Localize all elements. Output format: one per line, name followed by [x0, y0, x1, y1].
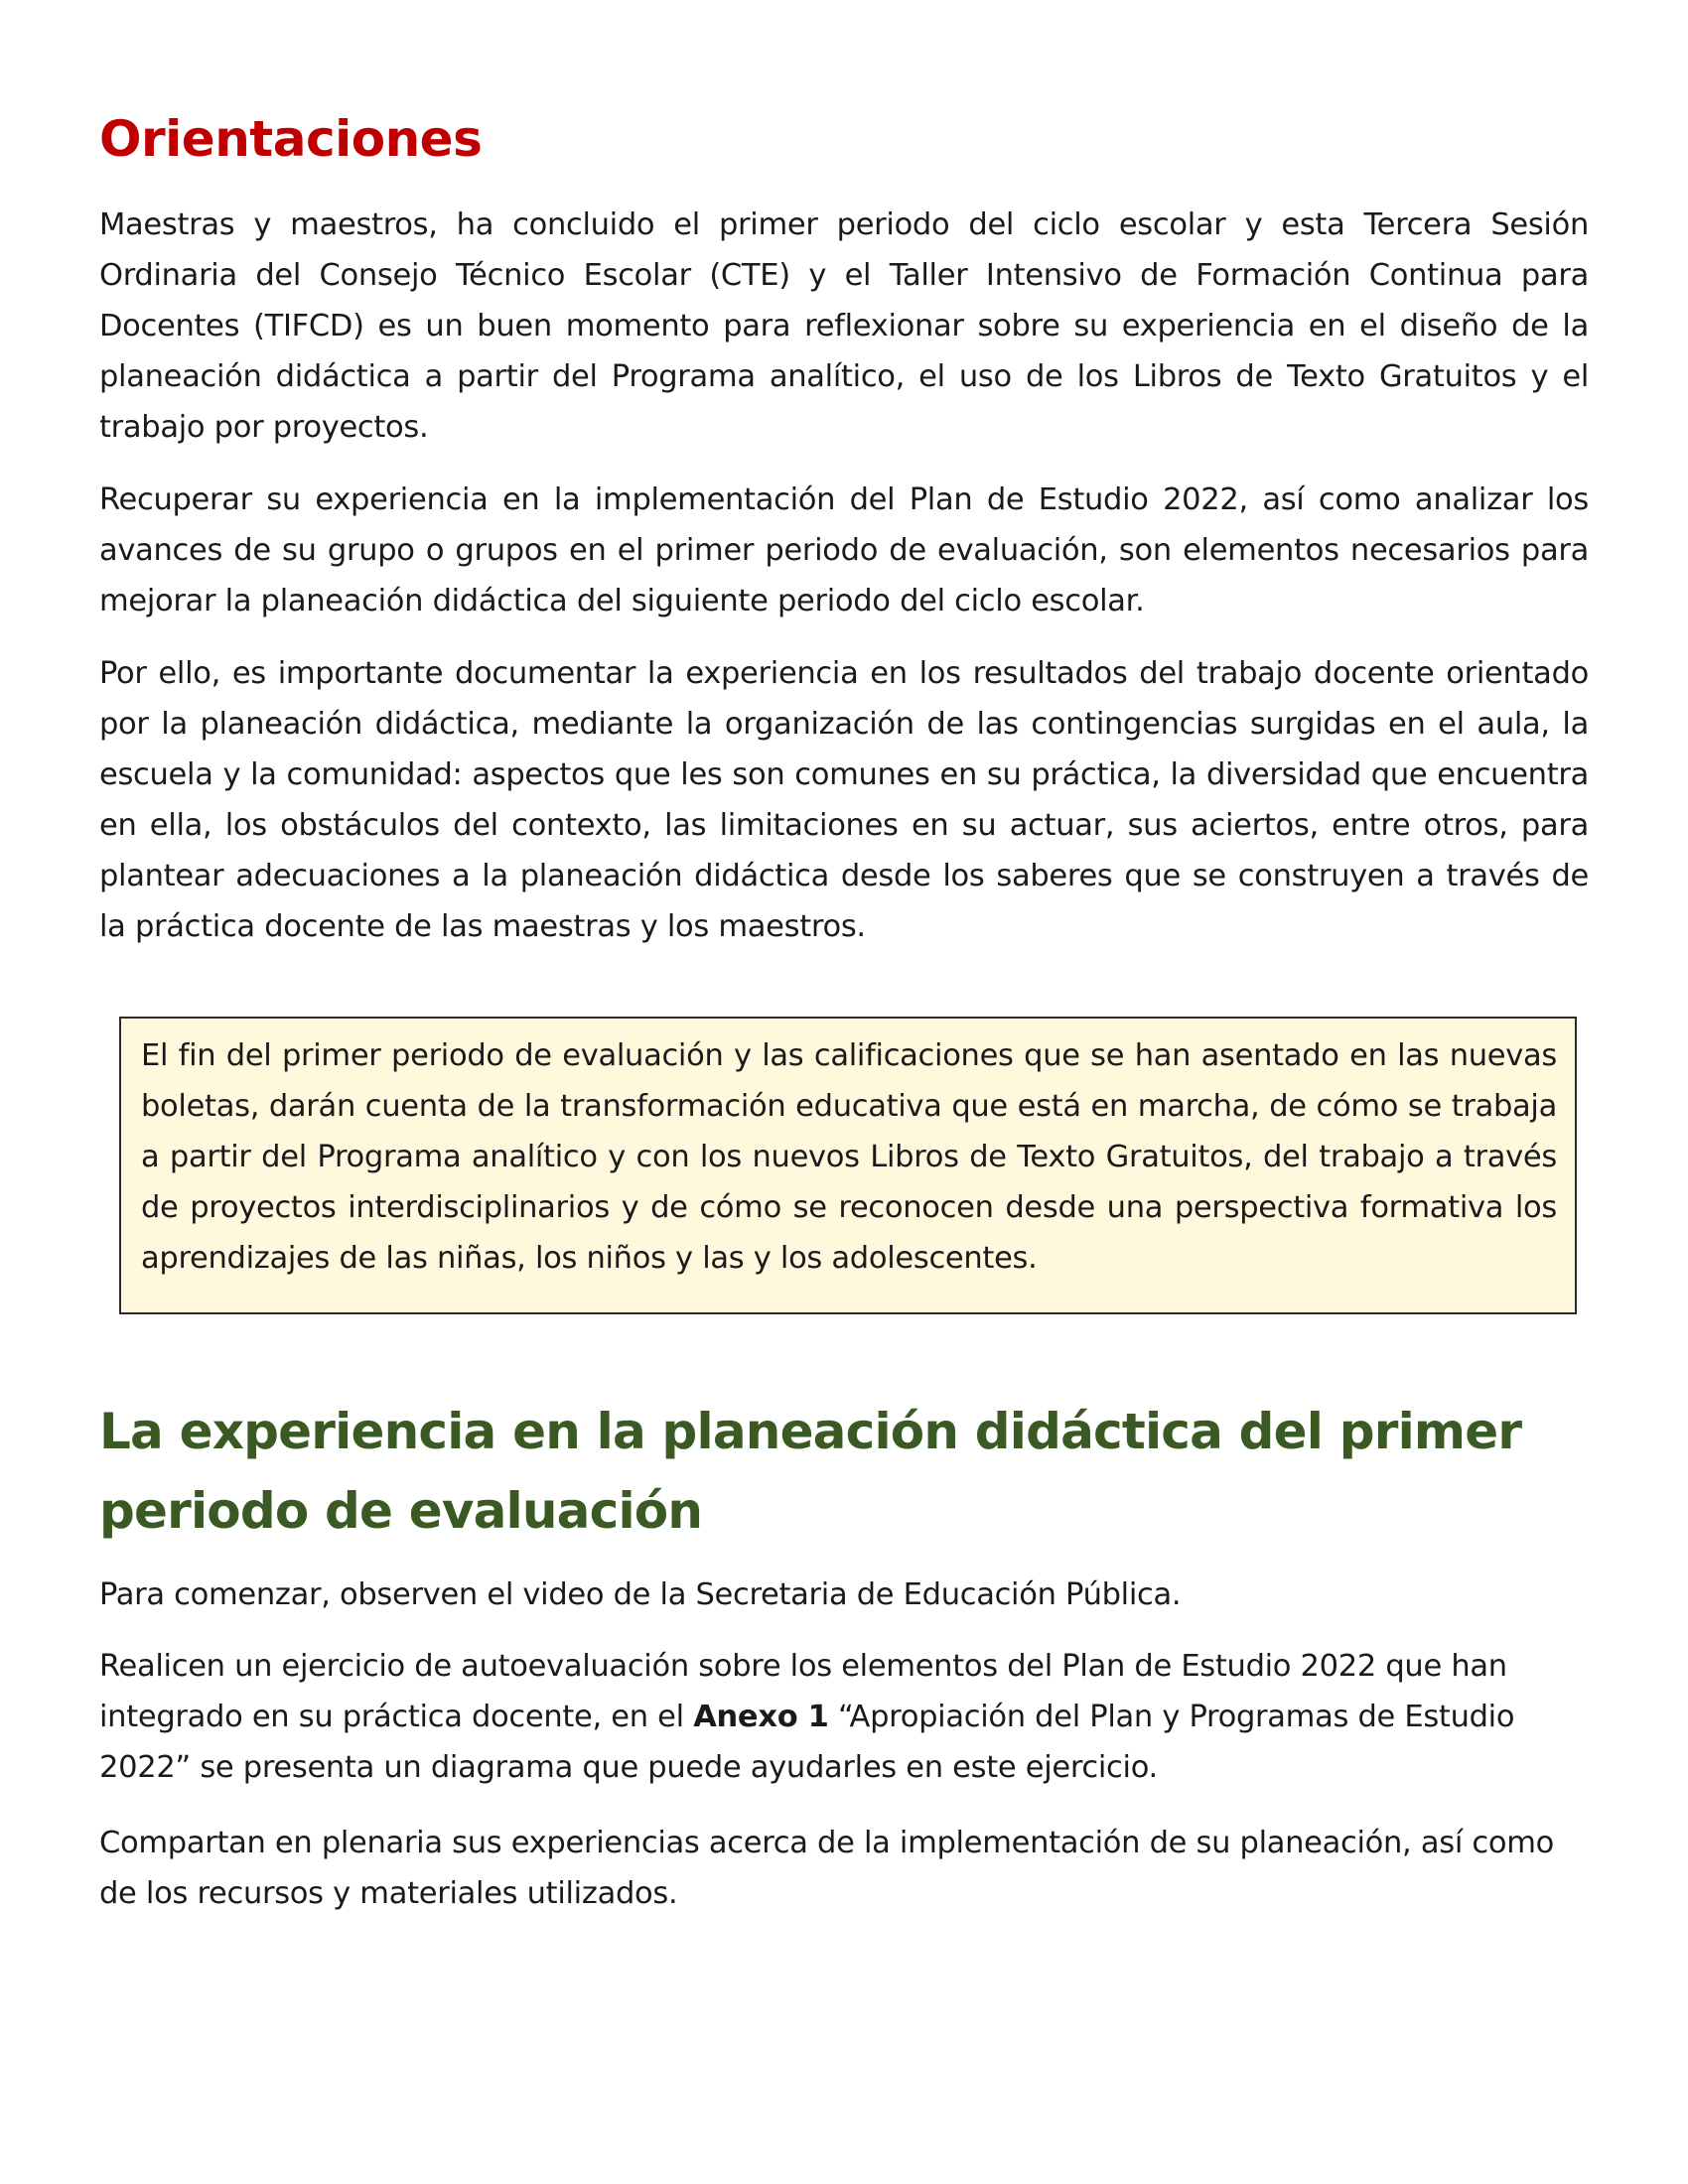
section-title-orientaciones: Orientaciones	[99, 110, 483, 168]
paragraph-plenaria: Compartan en plenaria sus experiencias acerca de la implementación de su planeación, así como de los recursos y materiales utilizados.	[99, 1826, 1554, 1911]
anexo-reference: Anexo 1	[693, 1700, 829, 1734]
paragraph-video: Para comenzar, observen el video de la Secretaria de Educación Pública.	[99, 1577, 1182, 1612]
autoevaluacion-text-before: Realicen un ejercicio de autoevaluación sobre los elementos del Plan de Estudio 2022 que han integrado en su práctica docente, en el	[99, 1649, 1507, 1734]
autoevaluacion-text-after: “Apropiación del Plan y Programas de Estudio 2022” se presenta un diagrama que puede ayudarles en este ejercicio.	[99, 1700, 1515, 1785]
paragraph-autoevaluacion	[99, 1641, 1569, 1793]
paragraph-intro: Maestras y maestros, ha concluido el primer periodo del ciclo escolar y esta Tercera Sesión Ordinaria del Consejo Técnico Escolar (CTE) y el Taller Intensivo de Formación Continua para Docentes (TIFCD) es un buen momento para reflexionar sobre su experiencia en el diseño de la planeación didáctica a partir del Programa analítico, el uso de los Libros de Texto Gratuitos y el trabajo por proyectos.	[99, 207, 1589, 445]
paragraph-recuperar: Recuperar su experiencia en la implementación del Plan de Estudio 2022, así como analizar los avances de su grupo o grupos en el primer periodo de evaluación, son elementos necesarios para mejorar la planeación didáctica del siguiente periodo del ciclo escolar.	[99, 482, 1589, 618]
callout-text: El fin del primer periodo de evaluación y las calificaciones que se han asentado en las nuevas boletas, darán cuenta de la transformación educativa que está en marcha, de cómo se trabaja a partir del Programa analítico y con los nuevos Libros de Texto Gratuitos, del trabajo a través de proyectos interdisciplinarios y de cómo se reconocen desde una perspectiva formativa los aprendizajes de las niñas, los niños y las y los adolescentes.	[141, 1038, 1557, 1276]
paragraph-documentar: Por ello, es importante documentar la experiencia en los resultados del trabajo docente orientado por la planeación didáctica, mediante la organización de las contingencias surgidas en el aula, la escuela y la comunidad: aspectos que les son comunes en su práctica, la diversidad que encuentra en ella, los obstáculos del contexto, las limitaciones en su actuar, sus aciertos, entre otros, para plantear adecuaciones a la planeación didáctica desde los saberes que se construyen a través de la práctica docente de las maestras y los maestros.	[99, 656, 1589, 944]
section-title-experiencia: La experiencia en la planeación didáctica del primer periodo de evaluación	[99, 1403, 1522, 1540]
callout-box	[119, 1017, 1577, 1314]
